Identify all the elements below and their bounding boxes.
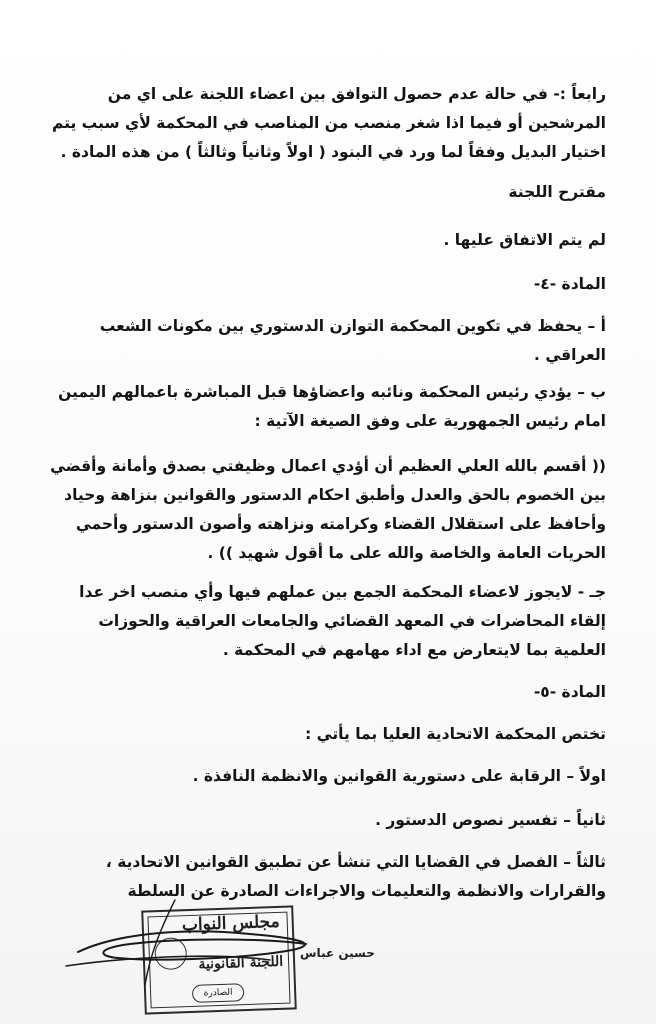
text-line: المادة -٥-: [533, 683, 606, 701]
text-line: العراقي .: [534, 346, 606, 364]
text-line: العلمية بما لايتعارض مع اداء مهامهم في المحكمة .: [222, 641, 606, 659]
text-line: اولاً – الرقابة على دستورية القوانين والانظمة النافذة .: [192, 767, 606, 785]
stamp-label: الصادرة: [192, 983, 245, 1003]
signer-name: حسين عباس: [300, 946, 375, 960]
text-line: ثانياً – تفسير نصوص الدستور .: [375, 811, 606, 829]
text-line: (( أقسم بالله العلي العظيم أن أؤدي اعمال وظيفتي بصدق وأمانة وأقضي: [50, 457, 606, 475]
text-line: المادة -٤-: [533, 275, 606, 293]
text-line: رابعاً :- في حالة عدم حصول التوافق بين اعضاء اللجنة على اي من: [107, 85, 606, 103]
text-line: بين الخصوم بالحق والعدل وأطبق احكام الدستور والقوانين بنزاهة وحياد: [64, 486, 606, 504]
text-line: ب – يؤدي رئيس المحكمة ونائبه واعضاؤها قبل المباشرة باعمالهم اليمين: [58, 383, 606, 401]
text-line: لم يتم الاتفاق عليها .: [443, 231, 606, 249]
text-line: المرشحين أو فيما اذا شغر منصب من المناصب في المحكمة لأي سبب يتم: [51, 114, 606, 132]
text-line: إلقاء المحاضرات في المعهد القضائي والجامعات العراقية والحوزات: [98, 612, 606, 630]
text-line: ثالثاً – الفصل في القضايا التي تنشأ عن تطبيق القوانين الاتحادية ،: [105, 853, 606, 871]
text-line: اختيار البديل وفقاً لما ورد في البنود ( اولاً وثانياً وثالثاً ) من هذه المادة .: [60, 143, 606, 161]
text-line: امام رئيس الجمهورية على وفق الصيغة الآتية :: [254, 412, 606, 430]
stamp-committee: اللجنة القانونية: [198, 953, 284, 973]
text-line: مقترح اللجنة: [508, 183, 606, 201]
text-line: تختص المحكمة الاتحادية العليا بما يأتي :: [305, 725, 606, 743]
text-line: الحريات العامة والخاصة والله على ما أقول شهيد )) .: [207, 544, 606, 562]
stamp-title: مجلس النواب: [181, 911, 281, 936]
text-line: أ – يحفظ في تكوين المحكمة التوازن الدستوري بين مكونات الشعب: [99, 317, 606, 335]
text-line: والقرارات والانظمة والتعليمات والاجراءات الصادرة عن السلطة: [127, 882, 606, 900]
text-line: جـ - لايجوز لاعضاء المحكمة الجمع بين عملهم فيها وأي منصب اخر عدا: [79, 583, 606, 601]
text-line: وأحافظ على استقلال القضاء وكرامته ونزاهته وأصون الدستور وأحمي: [75, 515, 606, 533]
